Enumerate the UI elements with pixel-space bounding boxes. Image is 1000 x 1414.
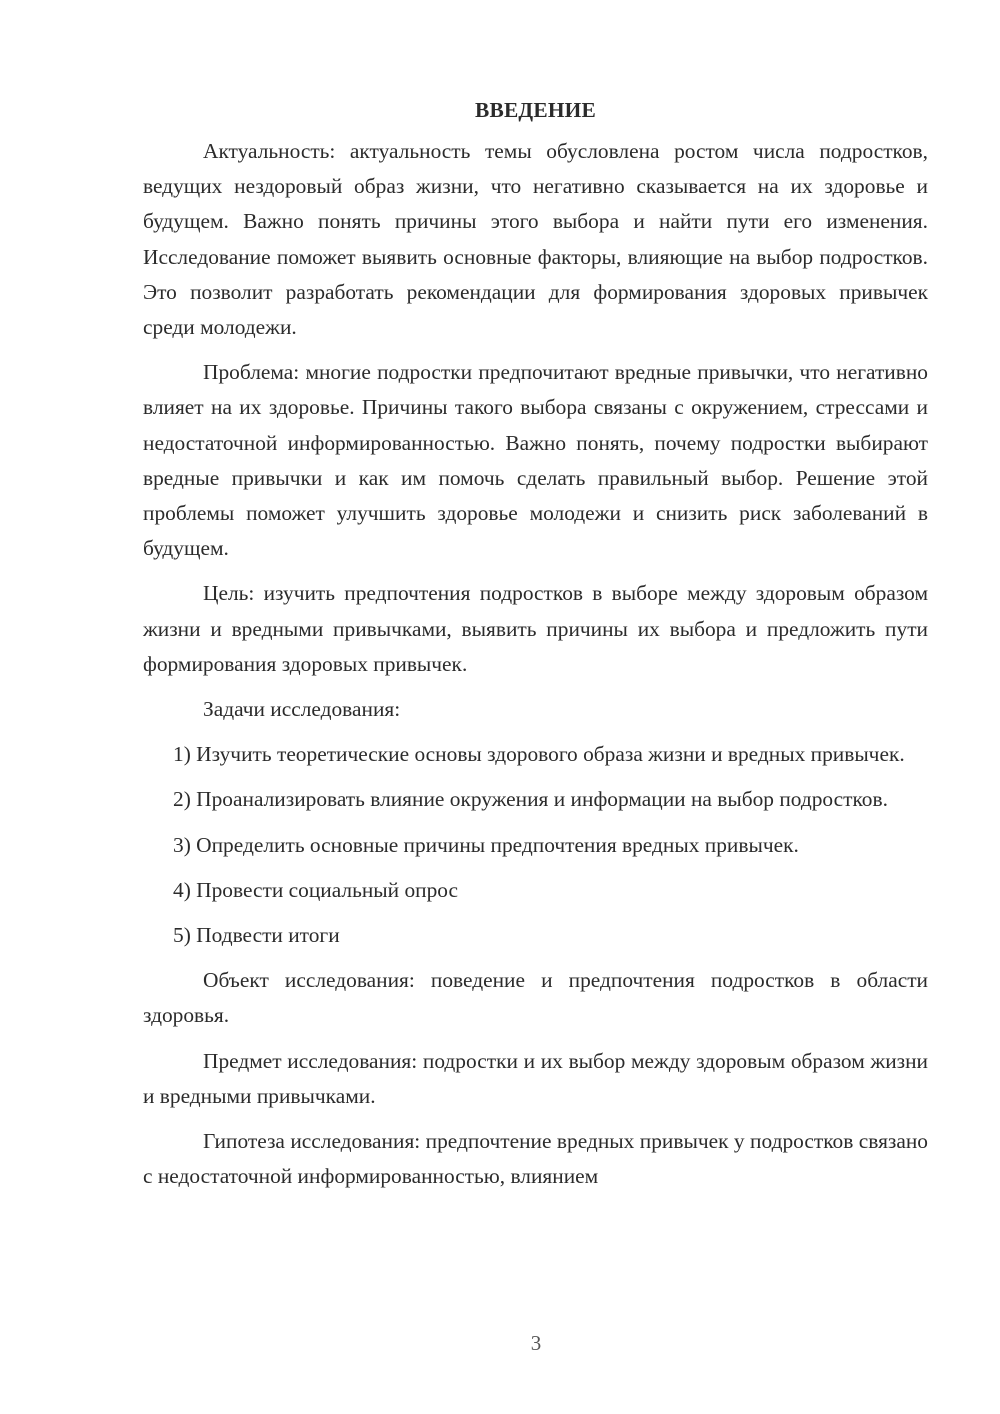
tasks-list (143, 737, 928, 953)
paragraph-problem: Проблема: многие подростки предпочитают вредные привычки, что негативно влияет на их здоровье. Причины такого выбора связаны с окружением, стрессами и недостаточной информированностью. Важно понять, почему подростки выбирают вредные привычки и как им помочь сделать правильный выбор. Решение этой проблемы поможет улучшить здоровье молодежи и снизить риск заболеваний в будущем. (143, 360, 928, 561)
tasks-title: Задачи исследования: (203, 697, 401, 722)
list-item: 2) Проанализировать влияние окружения и информации на выбор подростков. (173, 787, 888, 812)
paragraph-relevance: Актуальность: актуальность темы обусловлена ростом числа подростков, ведущих нездоровый образ жизни, что негативно сказывается на их здоровье и будущем. Важно понять причины этого выбора и найти пути его изменения. Исследование поможет выявить основные факторы, влияющие на выбор подростков. Это позволит разработать рекомендации для формирования здоровых привычек среди молодежи. (143, 139, 928, 340)
page-number: 3 (530, 1331, 542, 1355)
section-heading: ВВЕДЕНИЕ (475, 98, 596, 122)
list-item: 1) Изучить теоретические основы здорового образа жизни и вредных привычек. (173, 742, 905, 767)
paragraph-goal: Цель: изучить предпочтения подростков в выборе между здоровым образом жизни и вредными привычками, выявить причины их выбора и предложить пути формирования здоровых привычек. (143, 581, 928, 676)
paragraph-hypothesis: Гипотеза исследования: предпочтение вредных привычек у подростков связано с недостаточной информированностью, влиянием (143, 1129, 928, 1189)
page-content (143, 92, 928, 1202)
paragraph-subject: Предмет исследования: подростки и их выбор между здоровым образом жизни и вредными привычками. (143, 1048, 928, 1108)
paragraph-object: Объект исследования: поведение и предпочтения подростков в области здоровья. (143, 968, 928, 1028)
list-item: 3) Определить основные причины предпочтения вредных привычек. (173, 832, 799, 857)
list-item: 5) Подвести итоги (173, 923, 340, 948)
list-item: 4) Провести социальный опрос (173, 877, 459, 902)
